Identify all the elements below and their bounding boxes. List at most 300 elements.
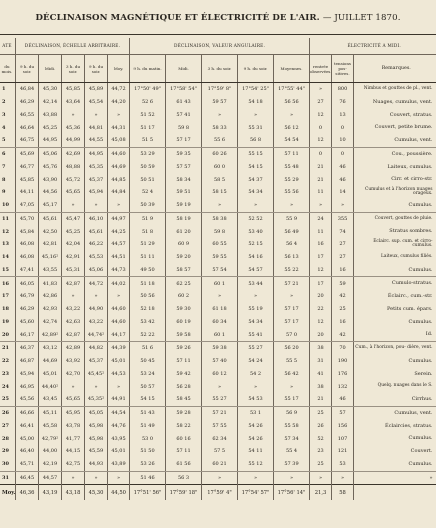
angle-cell: 57 0 xyxy=(274,328,310,341)
scale-cell: » xyxy=(85,471,108,485)
angle-cell: » xyxy=(274,109,310,122)
angle-cell: 57 5 xyxy=(202,445,238,458)
electricity-cell: 24 xyxy=(310,212,332,225)
angle-cell: 60 19 xyxy=(166,316,202,329)
scale-cell: » xyxy=(85,290,108,303)
scale-cell: 44,55 xyxy=(85,134,108,147)
scale-cell: 42,19 xyxy=(39,458,62,471)
electricity-cell: 355 xyxy=(332,212,354,225)
scale-cell: » xyxy=(85,199,108,212)
angle-cell: 52 15 xyxy=(238,238,274,251)
scale-cell: 44,39 xyxy=(108,342,130,355)
electricity-cell: 190 xyxy=(332,355,354,368)
day-cell: 30 xyxy=(0,458,16,471)
angle-cell: 56 56 xyxy=(274,96,310,109)
scale-cell: 44,15 xyxy=(62,445,85,458)
scale-cell: 45,76 xyxy=(39,161,62,174)
remarks-cell: Cumulus. xyxy=(354,458,436,471)
scale-cell: 45,85 xyxy=(62,83,85,96)
group-electricity: ÉLECTRICITÉ A MIDI. xyxy=(310,38,436,55)
table-row xyxy=(0,161,436,174)
angle-cell: 55 9 xyxy=(274,212,310,225)
angle-cell: 53 24 xyxy=(130,368,166,381)
electricity-cell: 42 xyxy=(332,290,354,303)
angle-cell: 55 31 xyxy=(238,121,274,134)
scale-cell: 41,83 xyxy=(39,277,62,290)
electricity-cell: 26 xyxy=(310,420,332,433)
remarks-cell: Id. xyxy=(354,328,436,341)
scale-cell: 44,97 xyxy=(108,212,130,225)
table-row xyxy=(0,264,436,277)
angle-cell: 56 13 xyxy=(274,251,310,264)
angle-cell: 55 56 xyxy=(274,186,310,199)
angle-cell: 60 2 xyxy=(166,290,202,303)
col-angle-9m: 9 h. du matin. xyxy=(130,55,166,83)
angle-cell: » xyxy=(202,199,238,212)
angle-cell: » xyxy=(274,380,310,393)
day-cell: 22 xyxy=(0,355,16,368)
table-row xyxy=(0,109,436,122)
angle-cell: 59 55 xyxy=(202,251,238,264)
scale-cell: 43,95 xyxy=(108,432,130,445)
scale-cell: 44,60 xyxy=(108,147,130,160)
col-angle-midi: Midi. xyxy=(166,55,202,83)
remarks-cell: Cumulus. xyxy=(354,316,436,329)
angle-cell: 55 12 xyxy=(238,458,274,471)
angle-cell: 54 26 xyxy=(238,432,274,445)
scale-cell: 44,99 xyxy=(62,134,85,147)
scale-cell: 45,05 xyxy=(85,406,108,419)
scale-cell: 43,55 xyxy=(39,264,62,277)
scale-cell: » xyxy=(108,290,130,303)
angle-cell: 59 51 xyxy=(166,186,202,199)
angle-cell: 55 41 xyxy=(238,328,274,341)
scale-cell: 42,93 xyxy=(39,303,62,316)
electricity-cell: 800 xyxy=(332,83,354,96)
table-row xyxy=(0,316,436,329)
angle-cell: 59 42 xyxy=(166,368,202,381)
scale-cell: 46,41 xyxy=(16,420,39,433)
angle-cell: 51 18 xyxy=(130,277,166,290)
scale-cell: 44,72 xyxy=(85,277,108,290)
angle-cell: 59 19 xyxy=(166,199,202,212)
day-cell: 1 xyxy=(0,83,16,96)
angle-cell: 57 40 xyxy=(202,355,238,368)
angle-cell: 55 58 xyxy=(274,420,310,433)
scale-cell: 44,02 xyxy=(108,277,130,290)
angle-cell: 56 28 xyxy=(166,380,202,393)
scale-cell: 46,95 xyxy=(16,380,39,393)
scale-cell: 45,01 xyxy=(108,355,130,368)
scale-cell: 46,84 xyxy=(16,83,39,96)
angle-cell: 17°54' 25" xyxy=(238,83,274,96)
scale-cell: 45,95 xyxy=(62,406,85,419)
angle-cell: 62 25 xyxy=(166,277,202,290)
electricity-cell: 76 xyxy=(332,96,354,109)
angle-cell: 54 53 xyxy=(238,393,274,406)
angle-cell: 55 17 xyxy=(274,393,310,406)
scale-cell: 46,29 xyxy=(16,303,39,316)
day-cell: 15 xyxy=(0,264,16,277)
scale-cell: 45,60 xyxy=(16,316,39,329)
angle-cell: 62 34 xyxy=(202,432,238,445)
electricity-cell: 0 xyxy=(310,147,332,160)
scale-cell: 43,45 xyxy=(39,393,62,406)
angle-cell: 54 57 xyxy=(238,264,274,277)
electricity-cell: 20 xyxy=(310,328,332,341)
remarks-cell: Cumulus, vent. xyxy=(354,134,436,147)
angle-cell: 54 26 xyxy=(238,420,274,433)
scale-cell: 42,86 xyxy=(39,290,62,303)
scale-cell: 44,11 xyxy=(16,186,39,199)
scale-cell: 43,22 xyxy=(62,303,85,316)
angle-cell: » xyxy=(238,471,274,485)
angle-cell: 56 8 xyxy=(238,134,274,147)
remarks-cell: Cumulus. xyxy=(354,432,436,445)
angle-cell: 58 22 xyxy=(166,420,202,433)
electricity-cell: 13 xyxy=(332,109,354,122)
angle-cell: 54 15 xyxy=(238,161,274,174)
electricity-cell: 21,3 xyxy=(310,485,332,501)
scale-cell: 46,08 xyxy=(16,251,39,264)
angle-cell: 57 55 xyxy=(202,420,238,433)
angle-cell: 58 57 xyxy=(166,264,202,277)
electricity-cell: 38 xyxy=(310,342,332,355)
scale-cell: 44,85 xyxy=(108,173,130,186)
angle-cell: 57 21 xyxy=(202,406,238,419)
angle-cell: 51 9 xyxy=(130,212,166,225)
day-cell: 28 xyxy=(0,432,16,445)
angle-cell: 52 4 xyxy=(130,186,166,199)
angle-cell: 55 5 xyxy=(274,355,310,368)
electricity-cell: 12 xyxy=(310,134,332,147)
scale-cell: » xyxy=(85,109,108,122)
angle-cell: 55 29 xyxy=(274,173,310,186)
scale-cell: 45,98 xyxy=(85,420,108,433)
scale-cell: 45,36 xyxy=(62,121,85,134)
scale-cell: 44,57 xyxy=(39,471,62,485)
electricity-cell: 176 xyxy=(332,368,354,381)
scale-cell: 45,01 xyxy=(39,368,62,381)
electricity-cell: 38 xyxy=(310,380,332,393)
angle-cell: » xyxy=(274,471,310,485)
electricity-cell: 25 xyxy=(310,458,332,471)
electricity-cell: 11 xyxy=(310,186,332,199)
table-row xyxy=(0,380,436,393)
remarks-cell: Éclairc. sup. cum. et cirro-cumulus. xyxy=(354,238,436,251)
table-row xyxy=(0,121,436,134)
scale-cell: 44,72 xyxy=(108,83,130,96)
scale-cell: 45,16² xyxy=(39,251,62,264)
angle-cell: » xyxy=(202,109,238,122)
angle-cell: 54 54 xyxy=(274,134,310,147)
electricity-cell: 70 xyxy=(332,342,354,355)
scale-cell: » xyxy=(108,380,130,393)
scale-cell: 45,59 xyxy=(85,445,108,458)
remarks-cell: Couvert, gouttes de pluie. xyxy=(354,212,436,225)
angle-cell: 56 4 xyxy=(274,238,310,251)
col-remarks: Remarques. xyxy=(354,55,436,83)
table-row xyxy=(0,173,436,186)
col-elec-positive: tensions pos- sitives. xyxy=(332,55,354,83)
angle-cell: 17°51' 56" xyxy=(130,485,166,501)
scale-cell: 45,58 xyxy=(39,420,62,433)
angle-cell: 55 19 xyxy=(238,303,274,316)
scale-cell: 45,06 xyxy=(85,264,108,277)
table-row xyxy=(0,83,436,96)
remarks-cell: Éclaircies, stratus. xyxy=(354,420,436,433)
scale-cell: » xyxy=(62,109,85,122)
angle-cell: 55 27 xyxy=(238,342,274,355)
angle-cell: 51 43 xyxy=(130,406,166,419)
angle-cell: 58 34 xyxy=(166,173,202,186)
angle-cell: 51 49 xyxy=(130,420,166,433)
angle-cell: » xyxy=(238,380,274,393)
col-angle-3s: 3 h. du soir. xyxy=(202,55,238,83)
scale-cell: 42,89² xyxy=(39,328,62,341)
electricity-cell: 12 xyxy=(310,109,332,122)
scale-cell: 44,69 xyxy=(39,355,62,368)
angle-cell: 54 34 xyxy=(238,316,274,329)
scale-cell: 42,14 xyxy=(39,96,62,109)
angle-cell: 57 54 xyxy=(202,264,238,277)
scale-cell: 45,65 xyxy=(62,393,85,406)
angle-cell: 53 1 xyxy=(238,406,274,419)
scale-cell: 46,64 xyxy=(16,121,39,134)
scale-cell: 45,31 xyxy=(62,264,85,277)
angle-cell: 59 26 xyxy=(166,342,202,355)
angle-cell: 59 35 xyxy=(166,147,202,160)
angle-cell: 54 37 xyxy=(238,173,274,186)
electricity-cell: 25 xyxy=(310,406,332,419)
angle-cell: 53 42 xyxy=(130,316,166,329)
table-row xyxy=(0,420,436,433)
angle-cell: 60 12 xyxy=(202,368,238,381)
scale-cell: 45,71 xyxy=(16,458,39,471)
scale-cell: 45,98 xyxy=(85,432,108,445)
scale-cell: 44,60 xyxy=(108,316,130,329)
scale-cell: 43,22 xyxy=(85,316,108,329)
scale-cell: 45,37 xyxy=(85,173,108,186)
scale-cell: 43,92 xyxy=(62,355,85,368)
scale-cell: 42,63 xyxy=(62,316,85,329)
scale-cell: 45,11 xyxy=(39,406,62,419)
remarks-cell: Cirr. et cirro-str. xyxy=(354,173,436,186)
day-cell: 16 xyxy=(0,277,16,290)
scale-cell: » xyxy=(62,199,85,212)
electricity-cell: 21 xyxy=(310,173,332,186)
electricity-cell: 59 xyxy=(332,277,354,290)
angle-cell: 51 5 xyxy=(130,134,166,147)
remarks-cell: Nuages, cumulus, vent. xyxy=(354,96,436,109)
angle-cell: 53 26 xyxy=(130,458,166,471)
electricity-cell: 27 xyxy=(332,238,354,251)
title-month: — JUILLET 1870. xyxy=(322,13,401,23)
day-cell: 10 xyxy=(0,199,16,212)
scale-cell: 42,50 xyxy=(39,225,62,238)
remarks-cell: Cumulus, vent. xyxy=(354,406,436,419)
table-row xyxy=(0,445,436,458)
scale-cell: 45,61 xyxy=(85,225,108,238)
scale-cell: 46,36 xyxy=(16,485,39,501)
scale-cell: 42,87 xyxy=(62,277,85,290)
electricity-cell: 11 xyxy=(310,225,332,238)
angle-cell: 51 17 xyxy=(130,121,166,134)
angle-cell: 56 3 xyxy=(166,471,202,485)
scale-cell: 46,45 xyxy=(16,471,39,485)
angle-cell: 60 9 xyxy=(166,238,202,251)
angle-cell: 61 43 xyxy=(166,96,202,109)
angle-cell: 53 40 xyxy=(238,225,274,238)
angle-cell: 58 33 xyxy=(202,121,238,134)
table-row xyxy=(0,342,436,355)
angle-cell: 17°56' 14" xyxy=(274,485,310,501)
electricity-cell: 17 xyxy=(310,277,332,290)
angle-cell: 52 18 xyxy=(130,303,166,316)
remarks-cell: Cumulus et à l'horizon nuages orageux. xyxy=(354,186,436,199)
angle-cell: 57 11 xyxy=(166,355,202,368)
scale-cell: 44,93 xyxy=(85,458,108,471)
day-cell: 2 xyxy=(0,96,16,109)
scale-cell: 42,81 xyxy=(39,238,62,251)
electricity-cell: 23 xyxy=(310,445,332,458)
remarks-cell: Cou., poussière. xyxy=(354,147,436,160)
title-text: DÉCLINAISON MAGNÉTIQUE ET ÉLECTRICITÉ DE L'AIR. xyxy=(35,13,320,23)
table-row xyxy=(0,432,436,445)
scale-cell: 45,84 xyxy=(16,225,39,238)
angle-cell: 54 16 xyxy=(238,251,274,264)
scale-cell: 42,74 xyxy=(39,316,62,329)
electricity-cell: 46 xyxy=(332,173,354,186)
scale-cell: 45,35² xyxy=(85,393,108,406)
remarks-cell: Cum., à l'horizon, pou- dière, vent. xyxy=(354,342,436,355)
angle-cell: 57 17 xyxy=(274,316,310,329)
angle-cell: 60 1 xyxy=(202,328,238,341)
table-row xyxy=(0,458,436,471)
scale-cell: » xyxy=(108,471,130,485)
angle-cell: 57 21 xyxy=(274,277,310,290)
angle-cell: » xyxy=(274,290,310,303)
angle-cell: 17°54' 57" xyxy=(238,485,274,501)
day-cell: 17 xyxy=(0,290,16,303)
scale-cell: 44,20 xyxy=(108,96,130,109)
angle-cell: 51 50 xyxy=(130,445,166,458)
angle-cell: 49 50 xyxy=(130,264,166,277)
electricity-cell: 27 xyxy=(310,96,332,109)
group-scale: DÉCLINAISON, ÉCHELLE ARBITRAIRE. xyxy=(16,38,130,55)
table-row xyxy=(0,96,436,109)
scale-cell: 43,89 xyxy=(108,458,130,471)
table-row xyxy=(0,406,436,419)
angle-cell: » xyxy=(238,199,274,212)
angle-cell: 50 51 xyxy=(130,173,166,186)
scale-cell: 44,60 xyxy=(108,303,130,316)
scale-cell: 48,88 xyxy=(62,161,85,174)
angle-cell: 59 57 xyxy=(202,96,238,109)
electricity-cell: 17 xyxy=(310,251,332,264)
scale-cell: » xyxy=(85,380,108,393)
scale-cell: 45,94 xyxy=(16,368,39,381)
table-row xyxy=(0,225,436,238)
angle-cell: » xyxy=(202,290,238,303)
scale-cell: 44,95 xyxy=(85,147,108,160)
scale-cell: » xyxy=(62,290,85,303)
table-row xyxy=(0,277,436,290)
electricity-cell: 27 xyxy=(332,251,354,264)
angle-cell: 54 18 xyxy=(238,96,274,109)
day-cell: 13 xyxy=(0,238,16,251)
angle-cell: 17°59' 4" xyxy=(202,485,238,501)
scale-cell: 46,40 xyxy=(16,445,39,458)
electricity-cell: 53 xyxy=(332,458,354,471)
scale-cell: 44,53 xyxy=(108,368,130,381)
angle-cell: 55 27 xyxy=(202,393,238,406)
scale-cell: 42,75 xyxy=(62,458,85,471)
day-cell: 5 xyxy=(0,134,16,147)
table-row xyxy=(0,238,436,251)
angle-cell: 55 48 xyxy=(274,161,310,174)
electricity-cell: » xyxy=(332,471,354,485)
scale-cell: » xyxy=(108,109,130,122)
angle-cell: 57 11 xyxy=(274,147,310,160)
angle-cell: 59 58 xyxy=(166,328,202,341)
remarks-cell: Cumulus. xyxy=(354,199,436,212)
electricity-cell: 132 xyxy=(332,380,354,393)
scale-cell: 43,64 xyxy=(62,96,85,109)
scale-cell: 41,77 xyxy=(62,432,85,445)
electricity-cell: 21 xyxy=(310,161,332,174)
angle-cell: 50 57 xyxy=(130,380,166,393)
col-scale-9s: 9 h. du soir. xyxy=(85,55,108,83)
scale-cell: 44,40² xyxy=(39,380,62,393)
day-cell: 6 xyxy=(0,147,16,160)
angle-cell: 58 45 xyxy=(166,393,202,406)
scale-cell: 43,19 xyxy=(39,485,62,501)
scale-cell: 44,31 xyxy=(108,121,130,134)
scale-cell: 43,90 xyxy=(39,173,62,186)
angle-cell: 61 56 xyxy=(166,458,202,471)
scale-cell: 45,35 xyxy=(85,161,108,174)
scale-cell: 46,55 xyxy=(16,109,39,122)
angle-cell: 59 28 xyxy=(166,406,202,419)
col-angle-9s: 9 h. du soir. xyxy=(238,55,274,83)
angle-cell: » xyxy=(202,471,238,485)
scale-cell: 42,87 xyxy=(62,328,85,341)
scale-cell: 46,75 xyxy=(16,134,39,147)
electricity-cell: 12 xyxy=(310,316,332,329)
remarks-cell xyxy=(354,485,436,501)
remarks-cell: Stratus sombres. xyxy=(354,225,436,238)
angle-cell: 60 26 xyxy=(202,147,238,160)
angle-cell: 59 8 xyxy=(166,121,202,134)
angle-cell: 17°58' 54" xyxy=(166,83,202,96)
scale-cell: 44,76 xyxy=(108,420,130,433)
angle-cell: 52 22 xyxy=(130,328,166,341)
scale-cell: 42,04 xyxy=(62,238,85,251)
electricity-cell: 46 xyxy=(332,161,354,174)
remarks-cell: Couvert, stratus. xyxy=(354,109,436,122)
angle-cell: 17°59' 18" xyxy=(166,485,202,501)
scale-cell: 46,10 xyxy=(85,212,108,225)
table-body xyxy=(0,83,436,501)
electricity-cell: 31 xyxy=(310,355,332,368)
scale-cell: 43,88 xyxy=(39,109,62,122)
angle-cell: 57 41 xyxy=(166,109,202,122)
table-row xyxy=(0,186,436,199)
electricity-cell: 42 xyxy=(332,328,354,341)
angle-cell: 50 45 xyxy=(130,355,166,368)
angle-cell: 51 29 xyxy=(130,238,166,251)
